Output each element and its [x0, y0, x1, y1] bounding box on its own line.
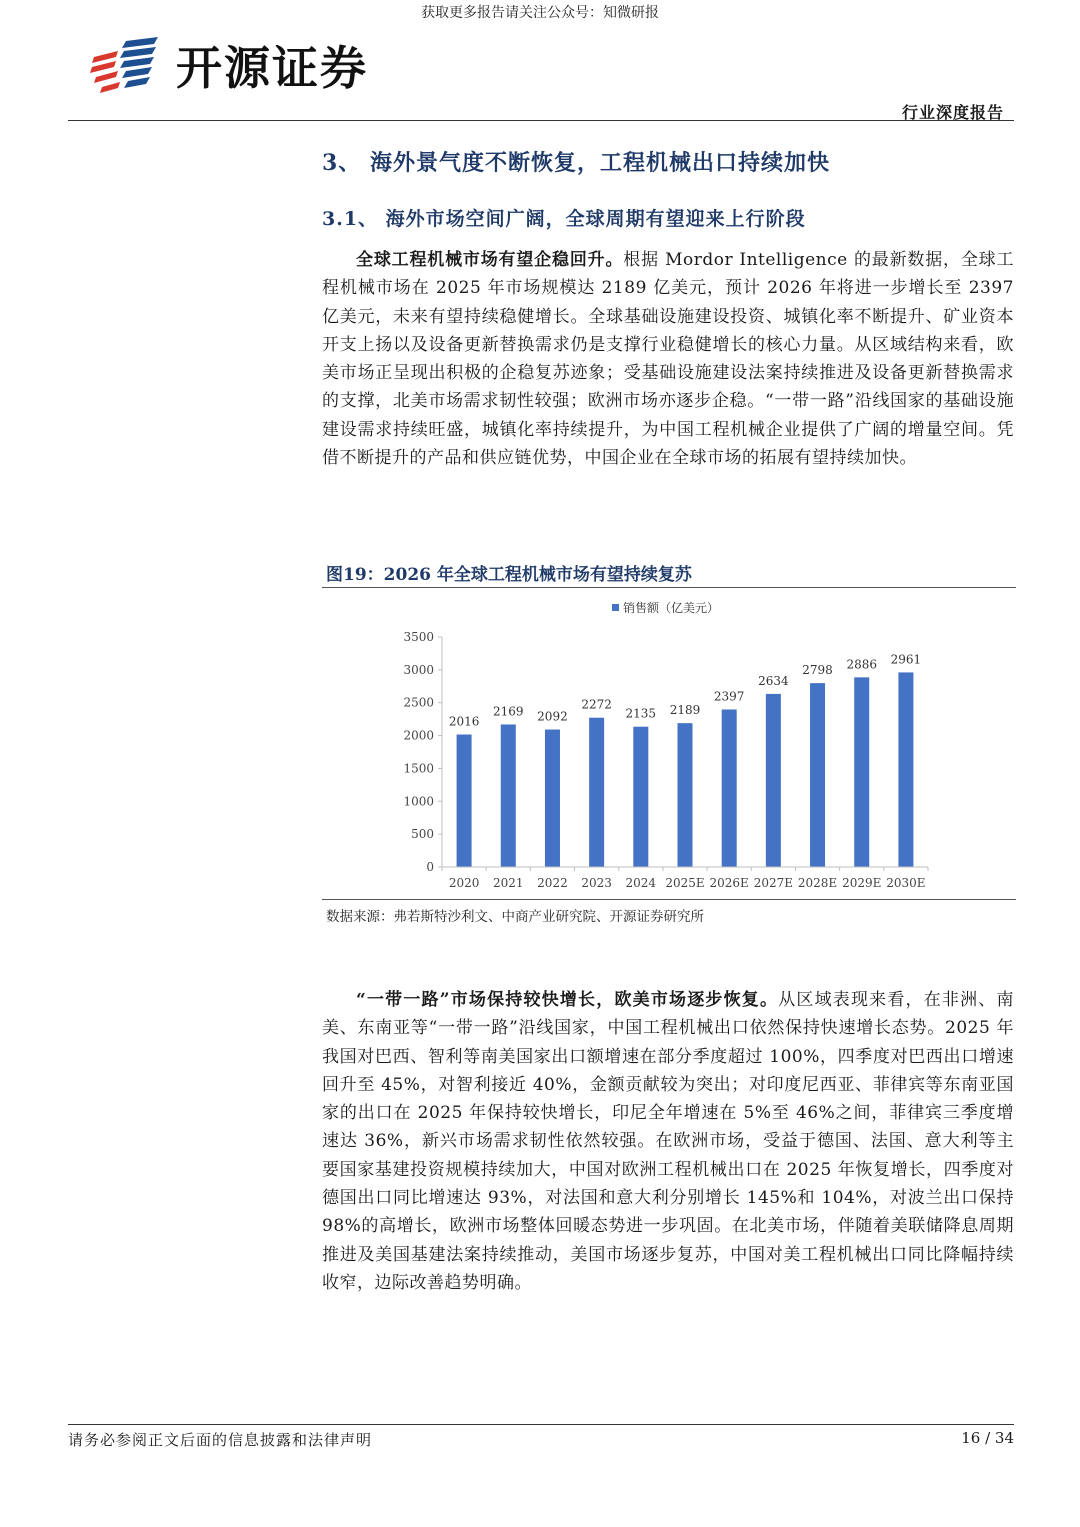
bar-value-label: 2961 [890, 652, 922, 667]
bar-value-label: 2634 [758, 673, 789, 688]
report-type-label: 行业深度报告 [901, 103, 1004, 122]
x-tick-label: 2024 [625, 876, 657, 890]
bar [633, 727, 648, 867]
x-tick-label: 2025E [665, 876, 705, 890]
bar-chart [322, 592, 1016, 897]
company-logo [88, 34, 368, 96]
paragraph-2-lead: “一带一路”市场保持较快增长，欧美市场逐步恢复。 [356, 990, 779, 1010]
x-tick-label: 2026E [709, 876, 749, 890]
header-divider [68, 120, 1014, 121]
y-tick-label: 3000 [403, 662, 434, 677]
y-tick-label: 1000 [403, 794, 434, 809]
x-axis [442, 867, 928, 890]
bars-group [449, 652, 921, 867]
bar [766, 694, 781, 867]
paragraph-1-lead: 全球工程机械市场有望企稳回升。 [356, 250, 624, 270]
figure-top-rule [322, 587, 1016, 588]
paragraph-1 [322, 246, 1014, 472]
figure-title: 图19：2026 年全球工程机械市场有望持续复苏 [326, 565, 692, 585]
paragraph-1-body: 根据 Mordor Intelligence 的最新数据，全球工程机械市场在 2025 年市场规模达 2189 亿美元，预计 2026 年将进一步增长至 2397 亿美元，未来有望持续稳健增长。全球基础设施建设投资、城镇化率不断提升、矿业资本开支上扬以及设备更新替换需求仍是支撑行业稳健增长的核心力量。从区域结构来看，欧美市场正呈现出积极的企稳复苏迹象；受基础设施建设法案持续推进及设备更新替换需求的支撑，北美市场需求韧性较强；欧洲市场亦逐步企稳。“一带一路”沿线国家的基础设施建设需求持续旺盛，城镇化率持续提升，为中国工程机械企业提供了广阔的增量空间。凭借不断提升的产品和供应链优势，中国企业在全球市场的拓展有望持续加快。 [322, 250, 1014, 469]
bar-value-label: 2798 [802, 663, 833, 678]
x-tick-label: 2027E [753, 876, 794, 890]
x-tick-label: 2021 [492, 876, 524, 890]
bar [589, 718, 604, 867]
bar [678, 723, 693, 867]
bar-value-label: 2016 [448, 714, 480, 729]
y-tick-label: 500 [411, 827, 434, 842]
bar-value-label: 2135 [625, 706, 657, 721]
x-tick-label: 2028E [797, 876, 838, 890]
y-tick-label: 0 [426, 860, 434, 874]
y-axis [403, 630, 442, 874]
legend-label: 销售额（亿美元） [623, 601, 720, 615]
chart-legend [612, 600, 719, 615]
y-tick-label: 3500 [403, 630, 434, 644]
subsection-heading: 3.1、 海外市场空间广阔，全球周期有望迎来上行阶段 [322, 208, 806, 230]
x-tick-label: 2022 [537, 876, 568, 890]
logo-mark-icon [88, 35, 162, 95]
bar [854, 677, 869, 867]
bar-value-label: 2272 [581, 697, 612, 712]
section-heading: 3、 海外景气度不断恢复，工程机械出口持续加快 [322, 150, 830, 176]
bar-value-label: 2397 [713, 689, 745, 704]
y-tick-label: 1500 [403, 761, 434, 776]
bar [457, 735, 472, 867]
bar-value-label: 2169 [492, 704, 524, 719]
bar-value-label: 2092 [537, 709, 568, 724]
bar-value-label: 2886 [846, 657, 878, 672]
bar [501, 724, 516, 867]
paragraph-2-body: 从区域表现来看，在非洲、南美、东南亚等“一带一路”沿线国家，中国工程机械出口依然保持快速增长态势。2025 年我国对巴西、智利等南美国家出口额增速在部分季度超过 100%，四季度对巴西出口增速回升至 45%，对智利接近 40%，金额贡献较为突出；对印度尼西亚、菲律宾等东南亚国家的出口在 2025 年保持较快增长，印尼全年增速在 5%至 46%之间，菲律宾三季度增速达 36%，新兴市场需求韧性依然较强。在欧洲市场，受益于德国、法国、意大利等主要国家基建投资规模持续加大，中国对欧洲工程机械出口在 2025 年恢复增长，四季度对德国出口同比增速达 93%，对法国和意大利分别增长 145%和 104%，对波兰出口保持 98%的高增长，欧洲市场整体回暖态势进一步巩固。在北美市场，伴随着美联储降息周期推进及美国基建法案持续推动，美国市场逐步复苏，中国对美工程机械出口同比降幅持续收窄，边际改善趋势明确。 [322, 990, 1014, 1293]
figure-bottom-rule [322, 899, 1016, 900]
legend-swatch [612, 604, 619, 611]
y-tick-label: 2500 [403, 695, 434, 710]
figure-source: 数据来源：弗若斯特沙利文、中商产业研究院、开源证券研究所 [326, 909, 704, 925]
bar [545, 730, 560, 867]
x-tick-label: 2020 [448, 876, 480, 890]
x-tick-label: 2029E [842, 876, 882, 890]
footer-disclaimer: 请务必参阅正文后面的信息披露和法律声明 [68, 1431, 373, 1449]
bar [898, 672, 913, 867]
y-tick-label: 2000 [403, 728, 434, 743]
bar-value-label: 2189 [669, 703, 701, 718]
x-tick-label: 2023 [581, 876, 612, 890]
bar [810, 683, 825, 867]
footer-divider [68, 1424, 1014, 1425]
top-watermark-note: 获取更多报告请关注公众号：知微研报 [421, 5, 659, 21]
logo-text: 开源证券 [176, 41, 368, 95]
page-number: 16 / 34 [961, 1429, 1014, 1447]
x-tick-label: 2030E [886, 876, 926, 890]
bar [722, 709, 737, 867]
paragraph-2 [322, 986, 1014, 1297]
